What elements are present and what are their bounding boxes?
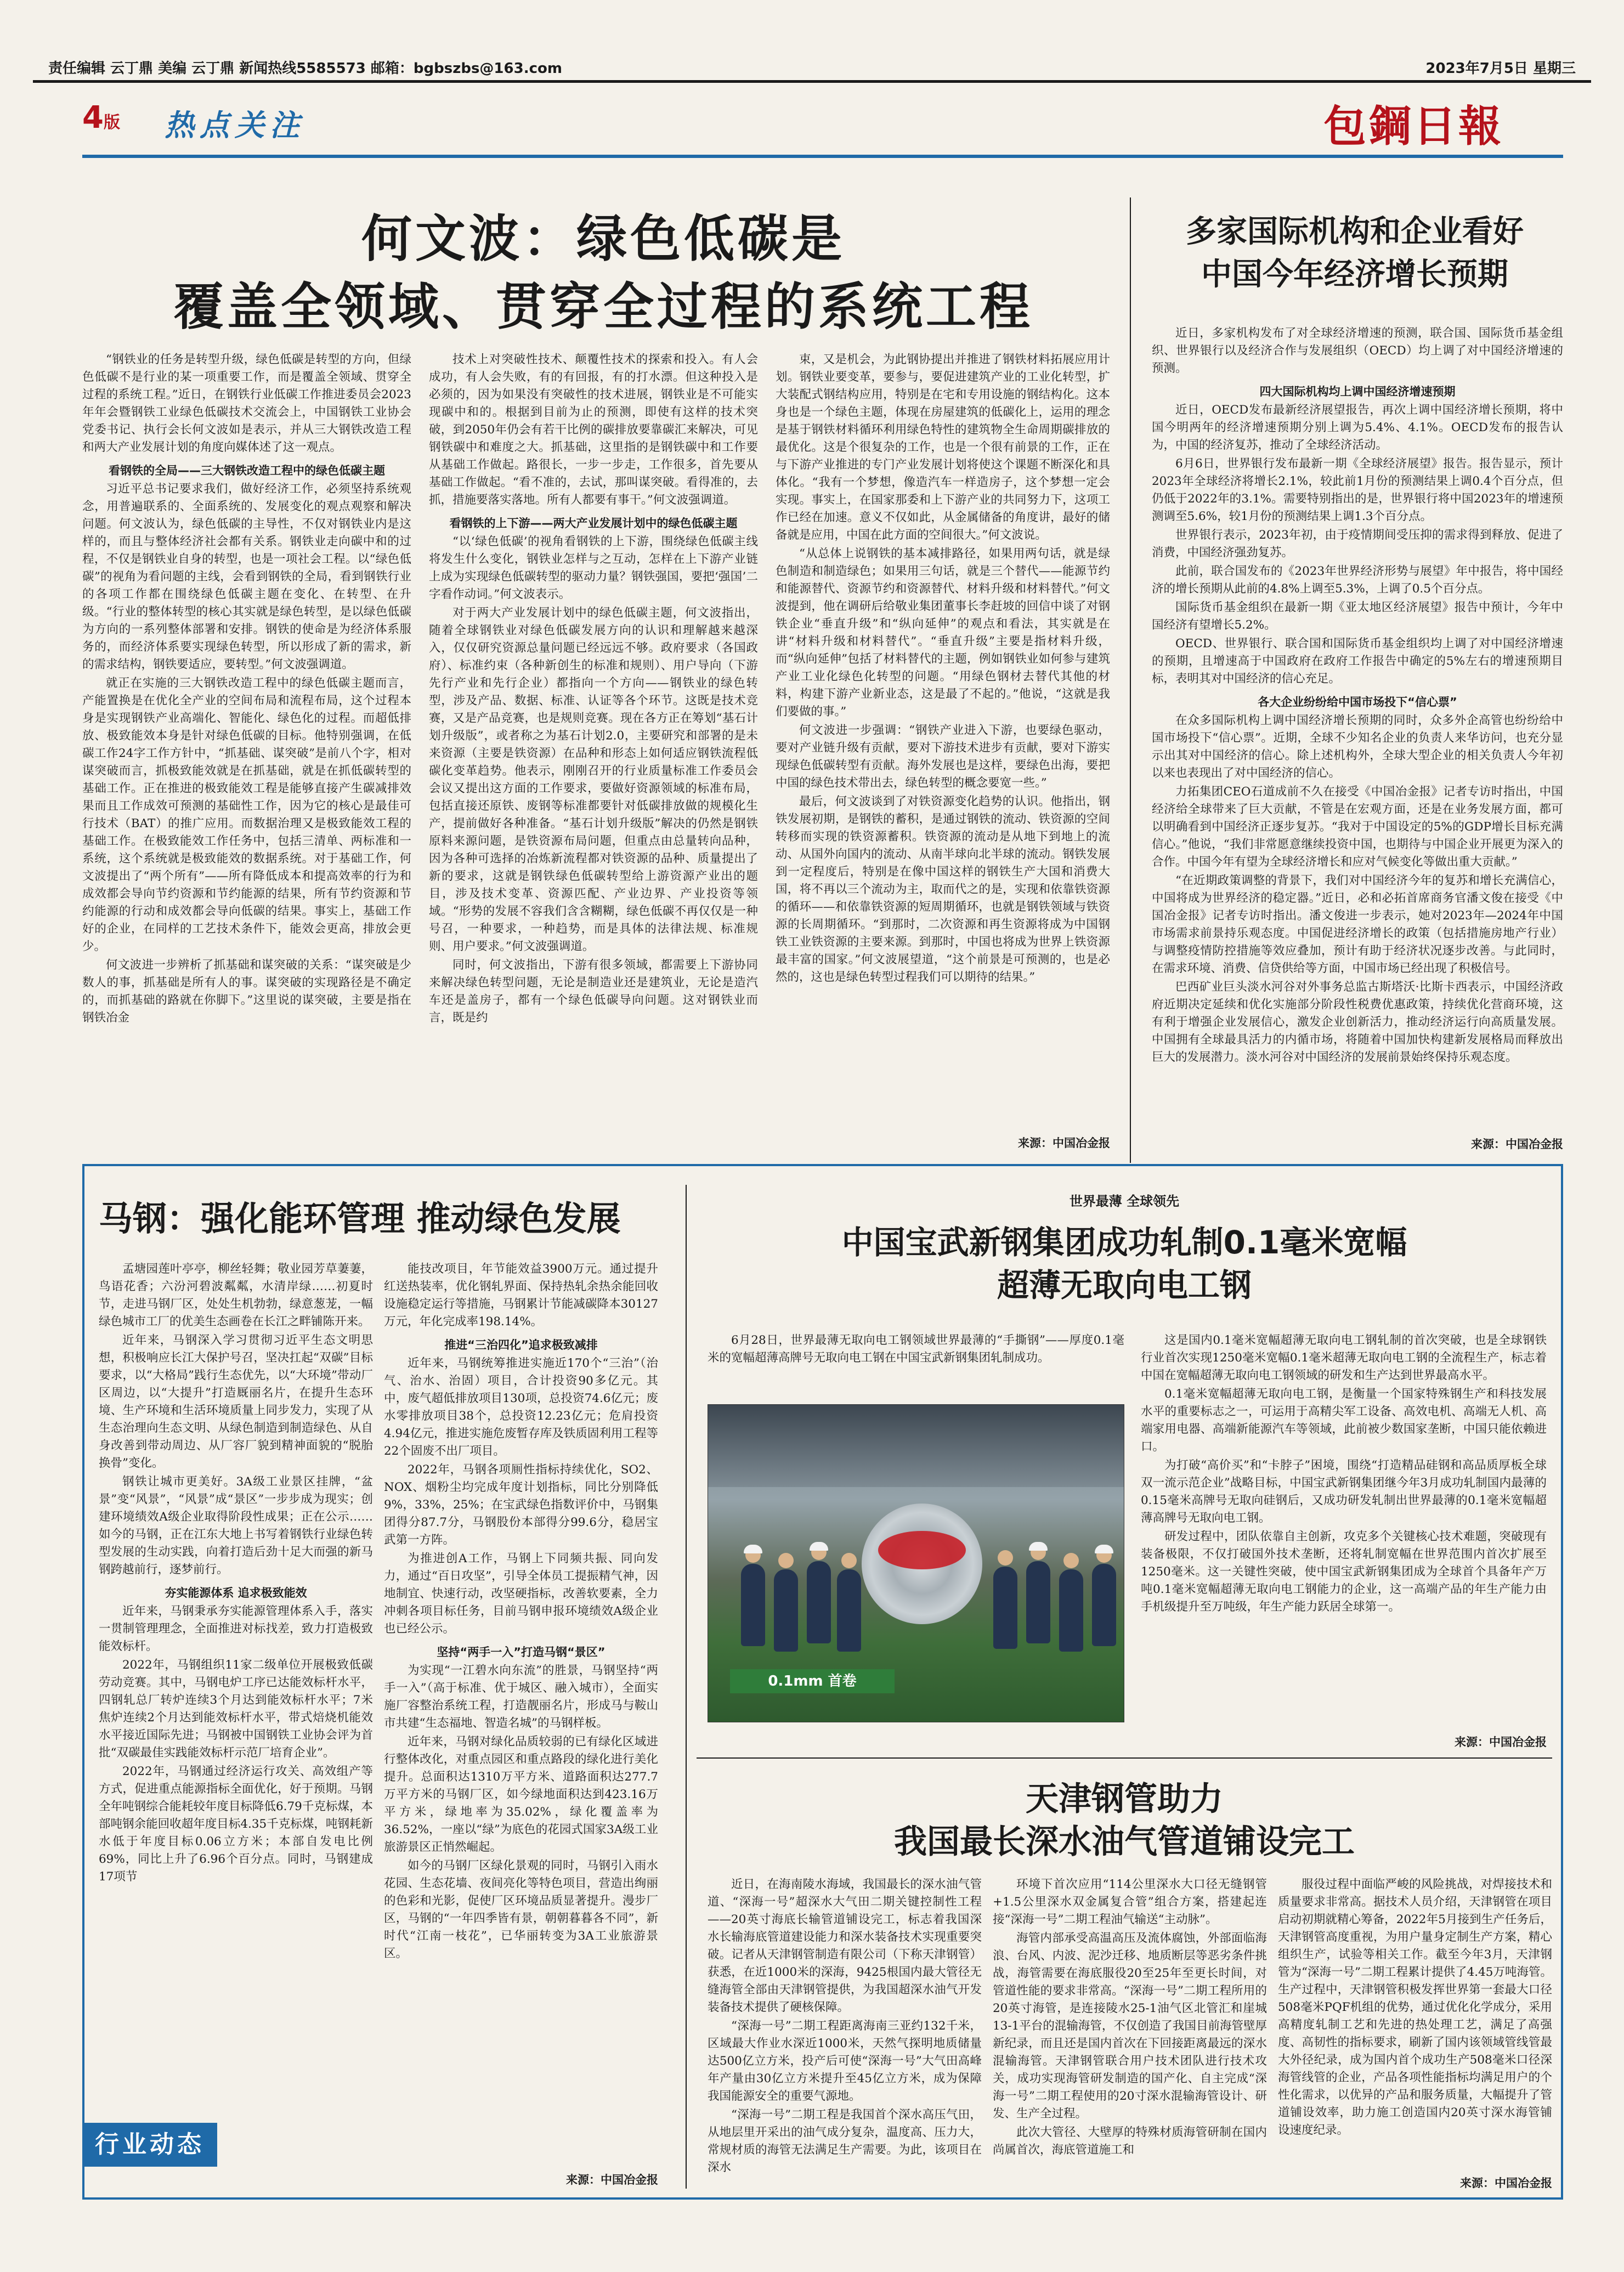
article4-column-right <box>1141 1332 1547 1738</box>
article2-paragraph: 在众多国际机构上调中国经济增长预期的同时，众多外企高管也纷纷给中国市场投下“信心票”。近期，全球不少知名企业的负责人来华访问，也充分显示出其对中国经济的信心。除上述机构外，全球大型企业的相关负责人今年初以来也表现出了对中国经济的信心。 <box>1152 714 1563 780</box>
article3-title: 马钢：强化能环管理 推动绿色发展 <box>99 1199 621 1239</box>
article1-column-3 <box>776 351 1110 1130</box>
article4-paragraph: 6月28日，世界最薄无取向电工钢领域世界最薄的“手撕钢”——厚度0.1毫米的宽幅超薄高牌号无取向电工钢在中国宝武新钢集团轧制成功。 <box>708 1333 1124 1365</box>
worker-figure <box>774 1569 798 1652</box>
article1-paragraph: 对于两大产业发展计划中的绿色低碳主题，何文波指出，随着全球钢铁业对绿色低碳发展方向的认识和理解越来越深入，仅仅研究资源总量问题已经远远不够。政府要求（各国政府）、标准约束（各种新创生的标准和规则）、用户导向（下游先行产业和先行企业）都指向一个方向——钢铁业的绿色转型，涉及产品、数据、标准、认证等各个环节。这既是技术竞赛，又是产品竞赛，也是规则竞赛。现在各方正在筹划“基石计划升级版”，或者称之为基石计划2.0，主要研究和部署的是未来资源（主要是铁资源）在品种和形态上如何适应钢铁流程低碳化变革趋势。他表示，刚刚召开的行业质量标准工作委员会会议又提出这方面的工作要求，要做好资源领域的标准布局，包括直接还原铁、废钢等标准都要针对低碳排放做的规模化生产，提前做好各种准备。“基石计划升级版”解决的仍然是钢铁原料来源问题，是铁资源布局问题，但重点由总量转向品种，因为各种可选择的冶炼新流程都对铁资源的品种、质量提出了新的要求，这就是钢铁绿色低碳转型给上游资源产业出的题目，涉及技术变革、资源匹配、产业边界、产业投资等领域。“形势的发展不容我们含含糊糊，绿色低碳不再仅仅是一种号召，一种要求，一种趋势，而是具体的法律法规、标准规则、用户要求。”何文波强调道。 <box>429 606 758 953</box>
article3-paragraph: 2022年，马钢各项厠性指标持续优化，SO2、NOX、烟粉尘均完成年度计划指标，同比分别降低9%，33%，25%；在宝武绿色指数评价中，马钢集团得分87.7分，马钢股份本部得分99.6分，稳居宝武第一方阵。 <box>384 1463 658 1547</box>
worker-figure <box>741 1564 765 1646</box>
article2-subhead-1: 四大国际机构均上调中国经济增速预期 <box>1259 385 1456 398</box>
article2-paragraph: 巴西矿业巨头淡水河谷对外事务总监古斯塔沃·比斯卡西表示，中国经济政府近期决定延续和优化实施部分阶段性税费优惠政策，持续优化营商环境，这有利于增强企业发展信心，激发企业创新活力，推动经济运行向高质量发展。中国拥有全球最具活力的内循市场，将随着中国加快构建新发展格局而释放出巨大的发展潜力。淡水河谷对中国经济的发展前景始终保持乐观态度。 <box>1152 980 1563 1064</box>
article1-paragraph: 习近平总书记要求我们，做好经济工作，必须坚持系统观念，用普遍联系的、全面系统的、发展变化的观点观察和解决问题。何文波认为，绿色低碳的主导性，不仅对钢铁业内是这样的，而且与整体经济社会都有关系。钢铁业走向碳中和的过程，不仅是钢铁业自身的转型，也是一项社会工程。以“绿色低碳”的视角为看问题的主线，会看到钢铁的全局，看到钢铁行业的各项工作都在围绕绿色低碳主题在变化、在转型、在升级。“行业的整体转型的核心其实就是绿色转型，是以绿色低碳为方向的一系列整体部署和安排。钢铁的使命是为经济体系服务的，而经济体系要实现绿色转型，所以形成了新的需求，新的需求结构，钢铁要适应，要转型。”何文波强调道。 <box>82 482 411 671</box>
article4-kicker: 世界最薄 全球领先 <box>1069 1194 1180 1209</box>
article1-paragraph: 技术上对突破性技术、颠覆性技术的探索和投入。有人会成功，有人会失败，有的有回报，有的打水漂。但这种投入是必须的，因为如果没有突破性的技术进展，钢铁业是不可能实现碳中和的。根据到目前为止的预测，即使有这样的技术突破，到2050年仍会有若干比例的碳排放要靠碳汇来解决，可见钢铁碳中和难度之大。抓基础，这里指的是钢铁碳中和工作要从基础工作做起。路很长，一步一步走，工作很多，首先要从基础工作做起。“看不准的，去试，那叫谋突破。看得准的，去抓，措施要落实落地。所有人都要有事干。”何文波强调道。 <box>429 353 758 507</box>
article-divider <box>697 1757 1552 1759</box>
masthead-rule <box>33 80 1591 83</box>
page-suffix: 版 <box>103 113 120 132</box>
article4-intro <box>708 1332 1124 1398</box>
article2-paragraph: 世界银行表示，2023年初，由于疫情期间受压抑的需求得到释放、促进了消费，中国经济强劲复苏。 <box>1152 528 1563 559</box>
article3-paragraph: 2022年，马钢组织11家二级单位开展极致低碳劳动竞赛。其中，马钢电炉工序已达能效标杆水平，四钢轧总厂转炉连续3个月达到能效标杆水平；7米焦炉连续2个月达到能效标杆水平，带式焙烧机能效水平接近国际先进；马钢被中国钢铁工业协会评为首批“双碳最佳实践能效标杆示范厂培育企业”。 <box>99 1658 373 1760</box>
article1-subhead-1: 看钢铁的全局——三大钢铁改造工程中的绿色低碳主题 <box>109 464 385 477</box>
article2-source: 来源：中国冶金报 <box>1471 1138 1563 1151</box>
article3-subhead-1: 夯实能源体系 追求极致能效 <box>165 1586 307 1600</box>
masthead-editor-line: 责任编辑 云丁鼎 美编 云丁鼎 新闻热线5585573 邮箱：bgbszbs@163.com <box>48 60 562 77</box>
article1-paragraph: 束，又是机会，为此钢协提出并推进了钢铁材料拓展应用计划。钢铁业要变革，要参与，要促进建筑产业的工业化转型，扩大装配式钢结构应用，特别是在宅和专用设施的钢结构化。这本身也是一个绿色主题，体现在房屋建筑的低碳化上，运用的理念是基于钢铁材料循环利用绿色特性的建筑物全生命周期碳排放的最优化。这是个很复杂的工作，也是一个很有前景的工作，正在与下游产业推进的专门产业发展计划将使这个课题不断深化和具体化。“我有一个梦想，像造汽车一样造房子，这个梦想一定会实现。事实上，在国家那委和上下游产业的共同努力下，这项工作已经在加速。意义不仅如此，从金属储备的角度讲，最好的储备就是应用，中国在此方面的空间很大。”何文波说。 <box>776 353 1110 542</box>
column-divider <box>1130 197 1131 1163</box>
section-title: 热点关注 <box>165 108 305 143</box>
article2-paragraph: “在近期政策调整的背景下，我们对中国经济今年的复苏和增长充满信心，中国将成为世界经济的稳定器。”近日，必和必拓首席商务官潘文俊在接受《中国冶金报》记者专访时指出。潘文俊进一步表示，她对2023年—2024年中国市场需求前景持乐观态度。中国促进经济增长的政策（包括措施房地产行业）与调整疫情防控措施等效应叠加，预计有助于经济状况逐步改善。与此同时，在需求环境、消费、信贷供给等方面，中国市场已经出现了积极信号。 <box>1152 874 1563 975</box>
article3-subhead-2: 推进“三治四化”追求极致减排 <box>444 1338 598 1352</box>
newspaper-logo: 包鋼日報 <box>1323 101 1503 151</box>
article5-title-line1: 天津钢管助力 <box>1026 1780 1223 1818</box>
masthead-date: 2023年7月5日 星期三 <box>1425 60 1576 77</box>
hard-hat <box>1095 1545 1113 1553</box>
worker-figure <box>1092 1564 1116 1646</box>
article1-paragraph: 就正在实施的三大钢铁改造工程中的绿色低碳主题而言，产能置换是在优化全产业的空间布局和流程布局，这个过程本身是实现钢铁产业高端化、智能化、绿色化的过程。而超低排放、极致能效本身是针对绿色低碳的目标。他特别强调，在低碳工作24字工作方针中，“抓基础、谋突破”是前八个字，相对谋突破而言，抓极致能效就是在抓基础，就是在抓低碳转型的基础工作。正在推进的极致能效工程是能够直接产生碳减排效果而且工作成效可预测的基础性工作，因为它的核心是最佳可行技术（BAT）的推广应用。而数据治理又是极致能效工程的基础工作。在极致能效工作任务中，包括三清单、两标准和一系统，这个系统就是极致能效的数据系统。对于基础工作，何文波提出了“两个所有”——所有降低成本和提高效率的行为和成效都会导向节约资源和节约能源的结果，所有节约资源和节约能源的行动和成效都会导向低碳的结果。事实上，基础工作好的企业，在同样的工艺技术条件下，能效会更高，排放会更少。 <box>82 676 411 953</box>
article1-subhead-2: 看钢铁的上下游——两大产业发展计划中的绿色低碳主题 <box>449 517 738 530</box>
article1-paragraph: 何文波进一步强调：“钢铁产业进入下游，也要绿色驱动，要对产业链升级有贡献，要对下游技术进步有贡献，要对下游实现绿色低碳转型有贡献。海外发展也是这样，要绿色出海，要把中国的绿色技术带出去，绿色转型的概念要宽一些。” <box>776 724 1110 790</box>
article4-paragraph: 为打破“高价买”和“卡脖子”困境，围绕“打造精品硅钢和高品质厚板全球双一流示范企业”战略目标，中国宝武新钢集团继今年3月成功轧制国内最薄的0.15毫米高牌号无取向硅钢后，又成功研发轧制出世界最薄的0.1毫米宽幅超薄高牌号无取向电工钢。 <box>1141 1459 1547 1525</box>
article2-paragraph: 此前，联合国发布的《2023年世界经济形势与展望》年中报告，将中国经济的增长预期从此前的4.8%上调至5.3%，上调了0.5个百分点。 <box>1152 564 1563 596</box>
article5-paragraph: “深海一号”二期工程距离海南三亚约132千米，区域最大作业水深近1000米，天然气探明地质储量达500亿立方米，投产后可使“深海一号”大气田高峰年产量由30亿立方米提升至45亿立方米，成为保障我国能源安全的重要气源地。 <box>708 2019 982 2103</box>
article1-paragraph: 同时，何文波指出，下游有很多领域，都需要上下游协同来解决绿色转型问题，无论是制造业还是建筑业，无论是造汽车还是盖房子，都有一个绿色低碳导向问题。这对钢铁业而言，既是约 <box>429 958 758 1025</box>
article1-column-1 <box>82 351 411 1157</box>
lower-section-rule <box>82 1164 1563 1166</box>
article4-source: 来源：中国冶金报 <box>1455 1736 1547 1749</box>
article3-column-2 <box>384 1261 658 2166</box>
article2-paragraph: 近日，多家机构发布了对全球经济增速的预测，联合国、国际货币基金组织、世界银行以及经济合作与发展组织（OECD）均上调了对中国经济增速的预测。 <box>1152 326 1563 375</box>
article4-title-line1: 中国宝武新钢集团成功轧制0.1毫米宽幅 <box>841 1224 1407 1261</box>
article4-paragraph: 0.1毫米宽幅超薄无取向电工钢，是衡量一个国家特殊钢生产和科技发展水平的重要标志之一，可运用于高精尖军工设备、高效电机、高端无人机、高端家用电器、高端新能源汽车等领域，此前被少数国家垄断，中国只能依赖进口。 <box>1141 1387 1547 1454</box>
article2-title-line1: 多家国际机构和企业看好 <box>1186 214 1524 250</box>
article4-paragraph: 研发过程中，团队依靠自主创新，攻克多个关键核心技术难题，突破现有装备极限，不仅打破国外技术垄断，还将轧制宽幅在世界范围内首次扩展至1250毫米。这一关键性突破，使中国宝武新钢集团成为全球首个具备年产万吨0.1毫米宽幅超薄无取向电工钢能力的企业，这一高端产品的年生产能力由手机级提升至万吨级，年生产能力跃居全球第一。 <box>1141 1530 1547 1614</box>
article2-body <box>1152 325 1563 1142</box>
steel-rolling-photo <box>708 1404 1124 1722</box>
lower-frame-bottom <box>82 2197 1563 2200</box>
article5-column-1 <box>708 1876 982 2183</box>
article5-paragraph: 环境下首次应用“114公里深水大口径无缝钢管+1.5公里深水双金属复合管”组合方案，搭建起连接“深海一号”二期工程油气输送“主动脉”。 <box>993 1878 1267 1926</box>
page-number <box>82 100 120 135</box>
worker-figure <box>837 1569 861 1652</box>
article3-source: 来源：中国冶金报 <box>566 2173 658 2186</box>
article2-paragraph: OECD、世界银行、联合国和国际货币基金组织均上调了对中国经济增速的预期，且增速高于中国政府在政府工作报告中确定的5%左右的增速预期目标，表明其对中国经济的信心充足。 <box>1152 637 1563 686</box>
article5-paragraph: 海管内部承受高温高压及流体腐蚀，外部面临海浪、台风、内波、泥沙迁移、地质断层等恶劣条件挑战，海管需要在海底服役20至25年至更长时间，对管道性能的要求非常高。“深海一号”二期工程所用的20英寸海管，是连接陵水25-1油气区北管汇和崖城13-1平台的混输海管，不仅创造了我国目前海管壁厚新纪录，而且还是国内首次在下回接距离最远的深水混输海管。天津钢管联合用户技术团队进行技术攻关，成功实现海管研发制造的国产化、自主完成“深海一号”二期工程使用的20寸深水混输海管设计、研发、生产全过程。 <box>993 1931 1267 2121</box>
article1-column-2 <box>429 351 758 1157</box>
article3-paragraph: 近年来，马钢秉承夯实能源管理体系入手，落实一贯制管理理念，全面推进对标找差，致力打造极致能效标杆。 <box>99 1604 373 1653</box>
article2-subhead-2: 各大企业纷纷给中国市场投下“信心票” <box>1258 696 1457 709</box>
article3-paragraph: 近年来，马钢深入学习贯彻习近平生态文明思想，积极响应长江大保护号召，坚决扛起“双碳”目标要求，以“大格局”践行生态优先，以“大环境”带动厂区周边，以“大提升”打造厩丽名片，在提升生态环境、生产环境和生活环境质量上同步发力，实现了从生态治理向生态文明、从绿色制造到制造绿色、从自身改善到带动周边、从厂容厂貌到精神面貌的“脱胎换骨”变化。 <box>99 1333 373 1470</box>
hard-hat <box>744 1545 762 1553</box>
worker-figure <box>807 1561 831 1643</box>
article3-paragraph: 为实现“一江碧水向东流”的胜景，马钢坚持“两手一入”（高于标准、优于城区、融入城市），全面实施厂容整治系统工程，打造靓丽名片，形成马与鞍山市共建“生态福地、智造名城”的马钢样板。 <box>384 1664 658 1730</box>
article3-paragraph: 近年来，马钢对绿化品质较弱的已有绿化区域进行整体改化，对重点园区和重点路段的绿化进行美化提升。总面积达1310万平方米、道路面积达277.7万平方米的马钢厂区，如今绿地面积达到423.16万平方米，绿地率为35.02%，绿化覆盖率为36.52%，一座以“绿”为底色的花园式国家3A级工业旅游景区正悄然崛起。 <box>384 1735 658 1854</box>
worker-figure <box>993 1567 1017 1649</box>
article5-title-line2: 我国最长深水油气管道铺设完工 <box>894 1823 1355 1861</box>
article3-column-1 <box>99 1261 373 2116</box>
article1-paragraph: “以‘绿色低碳’的视角看钢铁的上下游，围绕绿色低碳主线将发生什么变化，钢铁业怎样与之互动，怎样在上下游产业链上成为实现绿色低碳转型的驱动力量？钢铁强国，要把‘强国’二字看作动词。”何文波表示。 <box>429 535 758 601</box>
article1-paragraph: 最后，何文波谈到了对铁资源变化趋势的认识。他指出，钢铁发展初期，是钢铁的蓄积，是通过钢铁的流动、铁资源的空间转移而实现的铁资源蓄积。铁资源的流动是从地下到地上的流动、从国外向国内的流动、从南半球向北半球的流动。钢铁发展到一定程度后，特别是在像中国这样的钢铁生产大国和消费大国，将不再以三个流动为主，取而代之的是，实现和依靠铁资源的循环——和依靠铁资源的短周期循环，也就是钢铁领域与铁资源的长周期循环。“到那时，二次资源和再生资源将成为中国钢铁工业铁资源的主要来源。到那时，中国也将成为世界上铁资源最丰富的国家。”何文波展望道，“这个前景是可预测的，也是必然的，这也是绿色转型过程我们可以期待的结果。” <box>776 795 1110 984</box>
article4-title-line2: 超薄无取向电工钢 <box>997 1267 1252 1304</box>
article3-paragraph: 近年来，马钢统筹推进实施近170个“三治”（治气、治水、治固）项目，合计投资90多亿元。其中，废气超低排放项目130项，总投资74.6亿元；废水零排放项目38个，总投资12.23亿元；危肩投资4.94亿元，推进实施危废暂存库及铁质固利用工程等22个固废不出厂项目。 <box>384 1357 658 1458</box>
page-number-value: 4 <box>82 100 104 135</box>
article3-paragraph: 孟塘园莲叶亭亭，柳丝轻舞；敬业园芳草萋萋，鸟语花香；六汾河碧波粼粼，水清岸绿……初夏时节，走进马钢厂区，处处生机勃勃，绿意葱茏，一幅绿色城市工厂的优美生态画卷在长江之畔铺陈开来。 <box>99 1262 373 1329</box>
article1-title-line1: 何文波：绿色低碳是 <box>361 210 845 268</box>
article1-source: 来源：中国冶金报 <box>1018 1137 1110 1150</box>
hard-hat <box>810 1542 828 1551</box>
article2-paragraph: 6月6日，世界银行发布最新一期《全球经济展望》报告。报告显示，预计2023年全球经济将增长2.1%，较此前1月份的预测结果上调0.4个百分点，但仍低于2022年的3.1%。需要特别指出的是，世界银行将中国2023年的增速预测调至5.6%，较1月份的预测结果上调1.3个百分点。 <box>1152 457 1563 523</box>
article2-paragraph: 近日，OECD发布最新经济展望报告，再次上调中国经济增长预期，将中国今明两年的经济增速预期分别上调为5.4%、4.1%。OECD发布的报告认为，中国的经济复苏，推动了全球经济活动。 <box>1152 403 1563 452</box>
article5-column-2 <box>993 1876 1267 2183</box>
article5-column-3 <box>1278 1876 1552 2172</box>
article1-title-line2: 覆盖全领域、贯穿全过程的系统工程 <box>173 278 1033 336</box>
article5-paragraph: 近日，在海南陵水海域，我国最长的深水油气管道、“深海一号”超深水大气田二期关键控制性工程——20英寸海底长输管道铺设完工，标志着我国深水长输海底管道建设能力和深水装备技术实现重要突破。记者从天津钢管制造有限公司（下称天津钢管）获悉，在近1000米的深海，9425根国内最大管径无缝海管全部由天津钢管提供，为我国超深水油气开发装备技术提供了硬核保障。 <box>708 1878 982 2014</box>
article3-paragraph: 钢铁让城市更美好。3A级工业景区挂牌，“盆景”变“风景”，“风景”成“景区”一步步成为现实；创建环境绩效A级企业取得阶段性成果；正在公示……如今的马钢，正在江东大地上书写着钢铁行业绿色转型发展的生动实践，向着打造后劲十足大而强的新马钢跨越前行，逐梦前行。 <box>99 1475 373 1576</box>
article2-title-line2: 中国今年经济增长预期 <box>1201 257 1508 292</box>
worker-figure <box>1059 1569 1083 1652</box>
article5-source: 来源：中国冶金报 <box>1460 2177 1552 2190</box>
header-blue-rule <box>82 155 1563 158</box>
industry-news-label: 行业动态 <box>82 2123 217 2167</box>
article1-paragraph: “从总体上说钢铁的基本减排路径，如果用两句话，就是绿色制造和制造绿色；如果用三句话，就是三个替代——能源节约和能源替代、资源节约和资源替代、材料升级和材料替代。”何文波提到，他在调研后给敬业集团董事长李赶坡的回信中谈了对钢铁企业“垂直升级”和“纵向延伸”的观点和看法，其实就是在讲“材料升级和材料替代”。“垂直升级”主要是指材料升级，而“纵向延伸”包括了材料替代的主题，例如钢铁业如何参与建筑产业工业化绿色化转型的问题。“用绿色钢材去替代其他的材料，构建下游产业新业态，这是最了不起的。”他说，“这就是我们要做的事。” <box>776 547 1110 719</box>
article5-paragraph: 此次大管径、大壁厚的特殊材质海管研制在国内尚属首次，海底管道施工和 <box>993 2126 1267 2157</box>
lower-frame-right <box>1561 1164 1563 2200</box>
article2-paragraph: 国际货币基金组织在最新一期《亚太地区经济展望》报告中预计，今年中国经济有望增长5.2%。 <box>1152 601 1563 632</box>
photo-ceiling <box>708 1405 1124 1487</box>
article3-paragraph: 为推进创A工作，马钢上下同频共振、同向发力，通过“百日攻坚”，引导全体员工提振精气神，因地制宜、快速行动，改坚硬指标，改善软要素，全力冲刺各项目标任务，目前马钢申报环境绩效A级企业也已经公示。 <box>384 1552 658 1636</box>
article3-subhead-3: 坚持“两手一入”打造马钢“景区” <box>437 1646 606 1659</box>
worker-figure <box>1026 1561 1050 1643</box>
column-divider <box>686 1185 687 2189</box>
lower-frame-left <box>82 1164 84 2200</box>
article3-paragraph: 能技改项目，年节能效益3900万元。通过提升红送热装率，优化钢轧界面、保持热轧余热余能回收设施稳定运行等措施，马钢累计节能减碳降本30127万元，年化完成率198.14%。 <box>384 1262 658 1329</box>
article3-paragraph: 如今的马钢厂区绿化景观的同时，马钢引入雨水花园、生态花墙、夜间亮化等特色项目，营造出绚丽的色彩和光影，促使厂区环境品质显著提升。漫步厂区，马钢的“一年四季皆有景，朝朝暮暮各不同”，新时代“江南一枝花”，已华丽转变为3A工业旅游景区。 <box>384 1859 658 1960</box>
article1-lead: “钢铁业的任务是转型升级，绿色低碳是转型的方向，但绿色低碳不是行业的某一项重要工作，而是覆盖全领域、贯穿全过程的系统工程。”近日，在钢铁行业低碳工作推进委员会2023年年会暨钢铁工业绿色低碳技术交流会上，中国钢铁工业协会党委书记、执行会长何文波如是表示，并从三大钢铁改造工程和两大产业发展计划的角度向媒体述了这一观点。 <box>82 353 411 454</box>
red-ribbon <box>878 1531 966 1569</box>
article1-paragraph: 何文波进一步辨析了抓基础和谋突破的关系：“谋突破是少数人的事，抓基础是所有人的事。谋突破的实现路径是不确定的，而抓基础的路就在你脚下。”这里说的谋突破，主要是指在钢铁冶金 <box>82 958 411 1025</box>
photo-banner: 0.1mm 首卷 <box>730 1669 895 1693</box>
article4-paragraph: 这是国内0.1毫米宽幅超薄无取向电工钢轧制的首次突破，也是全球钢铁行业首次实现1250毫米宽幅0.1毫米超薄无取向电工钢的全流程生产，标志着中国在宽幅超薄无取向电工钢领域的研发和生产达到世界最高水平。 <box>1141 1333 1547 1382</box>
article5-paragraph: “深海一号”二期工程是我国首个深水高压气田，从地层里开采出的油气成分复杂，温度高、压力大，常规材质的海管无法满足生产需要。为此，该项目在深水 <box>708 2108 982 2174</box>
article5-paragraph: 服役过程中面临严峻的风险挑战，对焊接技术和质量要求非常高。据技术人员介绍，天津钢管在项目启动初期就精心筹备，2022年5月接到生产任务后，天津钢管高度重视，为用户量身定制生产方案，精心组织生产，试验等相关工作。截至今年3月，天津钢管为“深海一号”二期工程累计提供了4.45万吨海管。生产过程中，天津钢管积极发挥世界第一套最大口径508毫米PQF机组的优势，通过优化化学成分，采用高精度轧制工艺和先进的热处理工艺，满足了高强度、高韧性的指标要求，刷新了国内该领域管线管最大外径纪录，成为国内首个成功生产508毫米口径深海管线管的企业，产品各项性能指标均满足用户的个性化需求，以优异的产品和服务质量，大幅提升了管道铺设效率，助力施工创造国内20英寸深水海管铺设速度纪录。 <box>1278 1878 1552 2137</box>
hard-hat <box>1029 1542 1048 1551</box>
article3-paragraph: 2022年，马钢通过经济运行攻关、高效组产等方式，促进重点能源指标全面优化，好于预期。马钢全年吨钢综合能耗较年度目标降低6.79千克标煤，本部吨钢余能回收超年度目标4.35千克标煤，吨钢耗新水低于年度目标0.06立方米；本部自发电比例69%，同比上升了6.96个百分点。同时，马钢建成17项节 <box>99 1765 373 1884</box>
article2-paragraph: 力拓集团CEO石道成前不久在接受《中国冶金报》记者专访时指出，中国经济给全球带来了巨大贡献，不管是在宏观方面，还是在业务发展方面，都可以明确看到中国经济正逐步复苏。“我对于中国设定的5%的GDP增长目标充满信心。”他说，“我们非常愿意继续投资中国，也期待与中国企业开展更为深入的合作。中国今年有望为全球经济增长和应对气候变化等做出重大贡献。” <box>1152 785 1563 869</box>
